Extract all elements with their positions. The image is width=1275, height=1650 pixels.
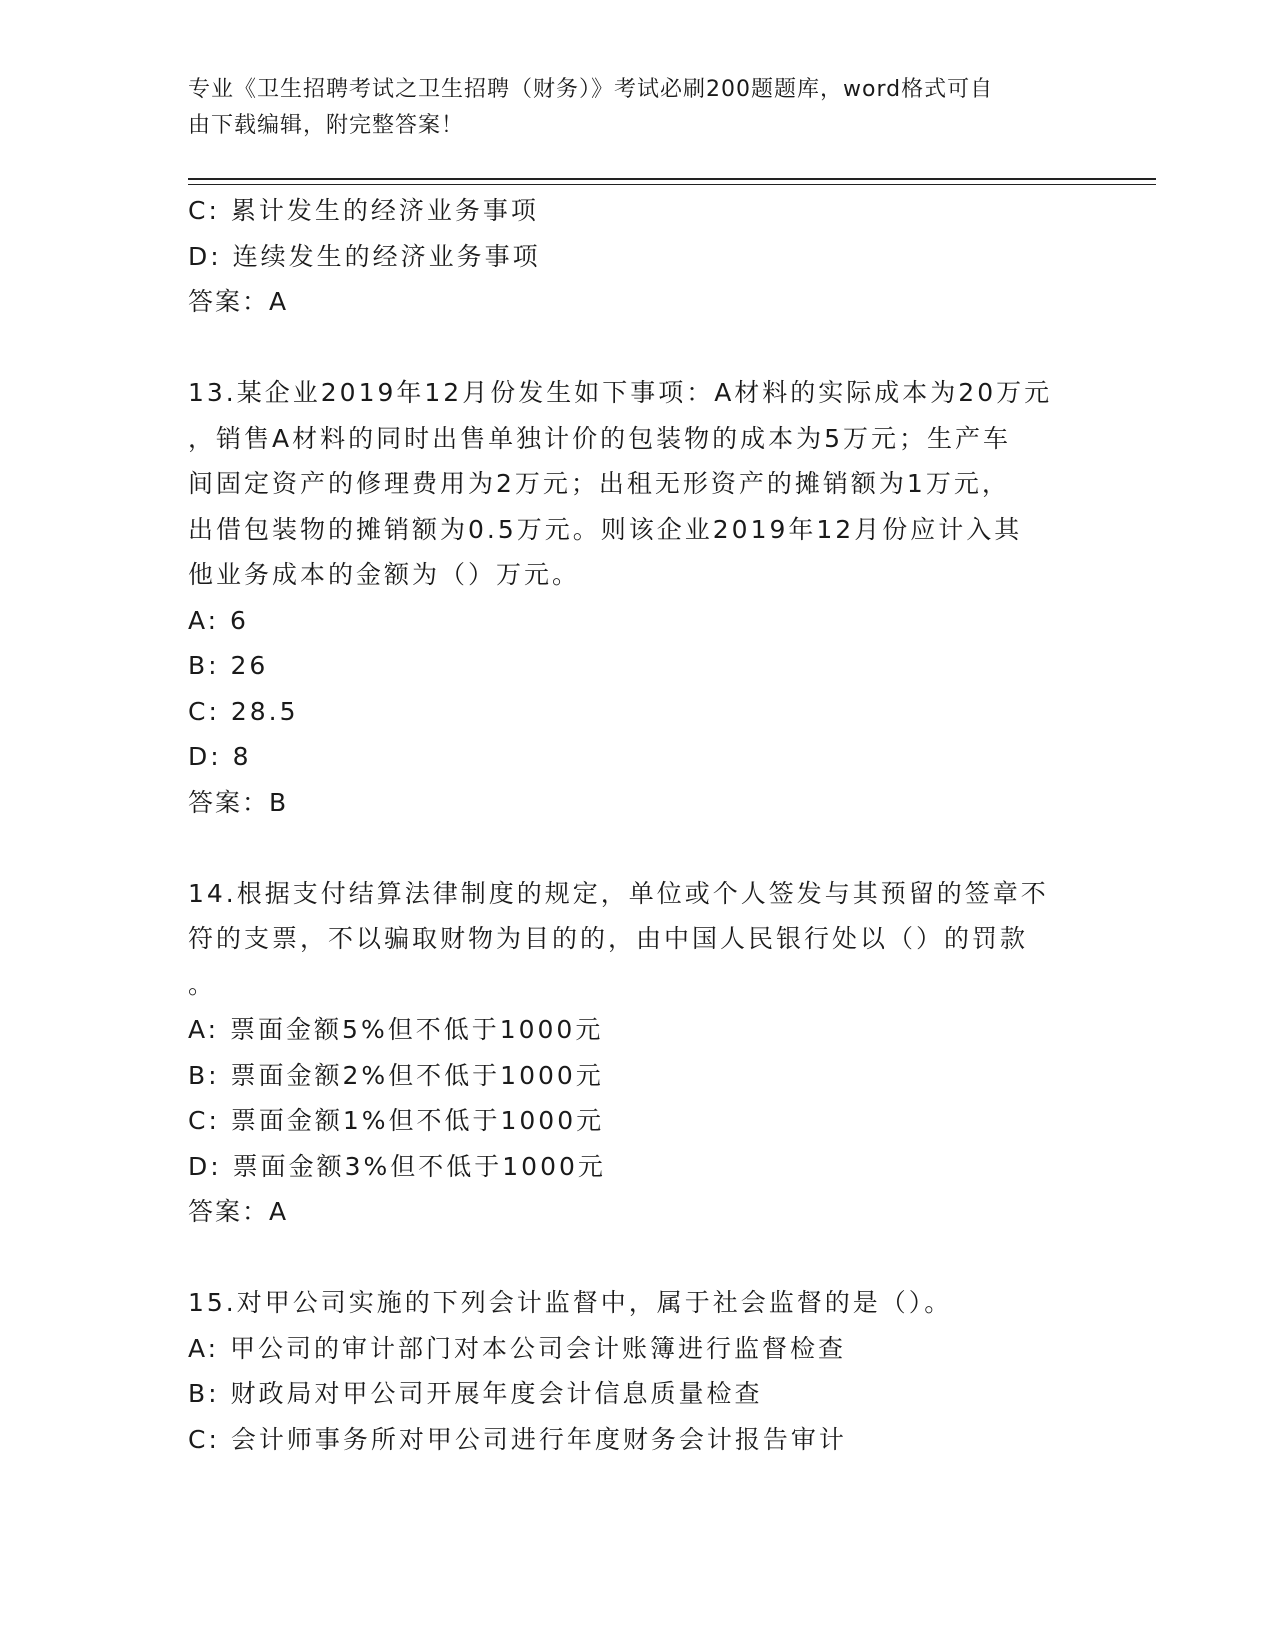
question-13 bbox=[188, 370, 1088, 825]
question-14-text-line: 14.根据支付结算法律制度的规定，单位或个人签发与其预留的签章不 bbox=[188, 878, 1049, 908]
option-c: C: 累计发生的经济业务事项 bbox=[188, 196, 539, 225]
question-14 bbox=[188, 871, 1088, 1235]
header-divider-thin bbox=[188, 184, 1156, 185]
option-b: B: 票面金额2%但不低于1000元 bbox=[188, 1060, 604, 1090]
question-13-text-line: 出借包装物的摊销额为0.5万元。则该企业2019年12月份应计入其 bbox=[188, 514, 1023, 544]
option-d: D: 票面金额3%但不低于1000元 bbox=[188, 1151, 606, 1181]
header-divider-thick bbox=[188, 178, 1156, 180]
spacer bbox=[188, 825, 1088, 871]
question-15-text-line: 15.对甲公司实施的下列会计监督中，属于社会监督的是（）。 bbox=[188, 1288, 953, 1317]
answer: 答案：A bbox=[188, 287, 289, 316]
option-c: C: 会计师事务所对甲公司进行年度财务会计报告审计 bbox=[188, 1424, 847, 1454]
question-13-text-line: 间固定资产的修理费用为2万元；出租无形资产的摊销额为1万元， bbox=[188, 469, 1010, 498]
spacer bbox=[188, 1235, 1088, 1281]
option-c: C: 票面金额1%但不低于1000元 bbox=[188, 1106, 605, 1135]
document-header bbox=[188, 72, 1088, 144]
question-14-text-line: 符的支票，不以骗取财物为目的的，由中国人民银行处以（）的罚款 bbox=[188, 924, 1029, 953]
question-13-text-line: 他业务成本的金额为（）万元。 bbox=[188, 560, 581, 589]
prev-question bbox=[188, 188, 1088, 325]
option-b: B: 26 bbox=[188, 651, 269, 680]
question-13-text-line: ，销售A材料的同时出售单独计价的包装物的成本为5万元；生产车 bbox=[188, 423, 1012, 453]
question-15 bbox=[188, 1280, 1088, 1462]
question-content bbox=[188, 188, 1088, 1462]
question-13-text-line: 13.某企业2019年12月份发生如下事项：A材料的实际成本为20万元 bbox=[188, 378, 1053, 407]
answer: 答案：B bbox=[188, 787, 289, 817]
answer: 答案：A bbox=[188, 1197, 289, 1226]
header-line-2: 由下载编辑，附完整答案！ bbox=[188, 113, 465, 138]
question-14-text-line: 。 bbox=[188, 969, 217, 999]
option-a: A: 票面金额5%但不低于1000元 bbox=[188, 1015, 604, 1044]
spacer bbox=[188, 325, 1088, 371]
option-d: D: 8 bbox=[188, 742, 252, 771]
option-a: A: 甲公司的审计部门对本公司会计账簿进行监督检查 bbox=[188, 1333, 847, 1363]
option-c: C: 28.5 bbox=[188, 696, 299, 726]
option-b: B: 财政局对甲公司开展年度会计信息质量检查 bbox=[188, 1379, 763, 1408]
option-d: D: 连续发生的经济业务事项 bbox=[188, 241, 541, 271]
header-line-1: 专业《卫生招聘考试之卫生招聘（财务）》考试必刷200题题库，word格式可自 bbox=[188, 77, 994, 102]
option-a: A: 6 bbox=[188, 605, 249, 635]
